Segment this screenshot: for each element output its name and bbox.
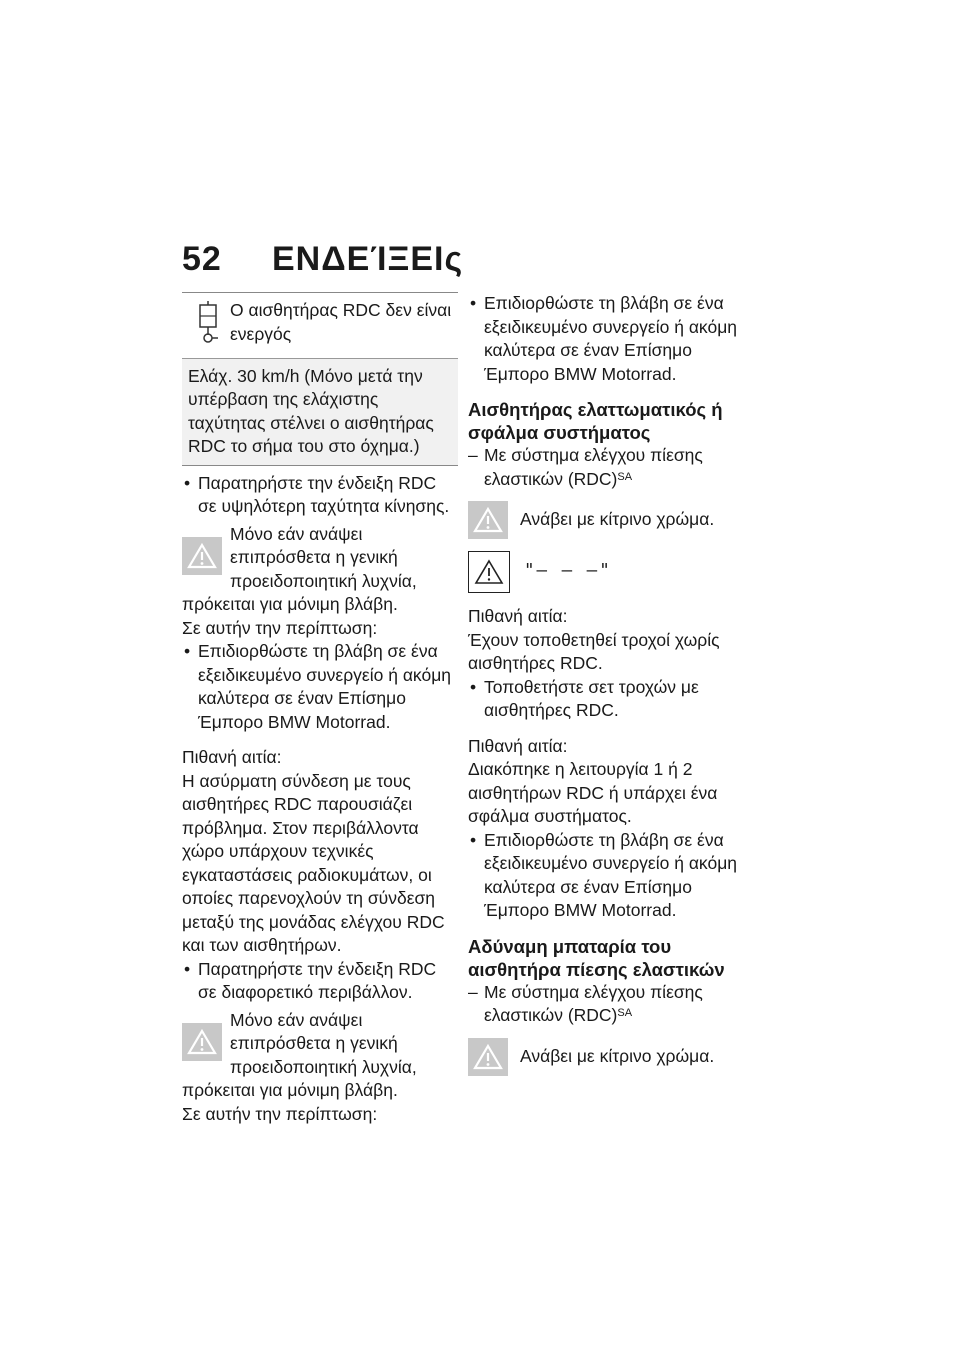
cause-label-r2: Πιθανή αιτία: (468, 735, 568, 756)
warning-triangle-icon (468, 501, 508, 539)
warning-triangle-icon (468, 1038, 508, 1076)
warning-yellow-text-2: Ανάβει με κίτρινο χρώμα. (520, 1045, 715, 1066)
tire-sensor-icon (196, 299, 220, 352)
section-heading-sensor-fault: Αισθητήρας ελαττωματικός ή σφάλμα συστήματος (468, 399, 723, 443)
page-number: 52 (182, 240, 222, 278)
bullet-repair-1: • Επιδιορθώστε τη βλάβη σε ένα εξειδικευμένο συνεργείο ή ακόμη καλύτερα σε έναν Επίσημο Έμπορο BMW Motorrad. (182, 640, 458, 734)
section-heading-battery: Αδύναμη μπαταρία του αισθητήρα πίεσης ελαστικών (468, 935, 725, 980)
cause-text-r2: Διακόπηκε η λειτουργία 1 ή 2 αισθητήρων RDC ή υπάρχει ένα σφάλμα συστήματος. (468, 759, 718, 826)
case-label-1: Σε αυτήν την περίπτωση: (182, 617, 378, 638)
case-label-2: Σε αυτήν την περίπτωση: (182, 1103, 378, 1124)
warning-yellow-1 (468, 501, 744, 539)
left-column (182, 292, 458, 1126)
info-box-text: Ελάχ. 30 km/h (Μόνο μετά την υπέρβαση της ελάχιστης ταχύτητας στέλνει ο αισθητήρας RDC το σήμα του στο όχημα.) (188, 365, 434, 456)
page-title: ΕΝΔΕΊΞΕΙς (272, 240, 464, 278)
warning-outline-icon (468, 551, 510, 593)
sa-mark: SA (617, 1007, 633, 1019)
info-box-header (182, 293, 458, 359)
warning-text-1: Μόνο εάν ανάψει επιπρόσθετα η γενική προειδοποιητική λυχνία, πρόκειται για μόνιμη βλάβη. (182, 523, 417, 614)
bullet-check-display: • Παρατηρήστε την ένδειξη RDC σε υψηλότερη ταχύτητα κίνησης. (182, 472, 458, 519)
bullet-repair-2: • Επιδιορθώστε τη βλάβη σε ένα εξειδικευμένο συνεργείο ή ακόμη καλύτερα σε έναν Επίσημο Έμπορο BMW Motorrad. (468, 292, 744, 386)
option-rdc-2-text: Με σύστημα ελέγχου πίεσης ελαστικών (RDC) (484, 981, 703, 1025)
warning-note-1 (182, 523, 458, 617)
warning-note-2 (182, 1009, 458, 1103)
warning-triangle-icon (182, 537, 222, 575)
warning-yellow-text-1: Ανάβει με κίτρινο χρώμα. (520, 509, 715, 530)
page-header (182, 240, 463, 279)
display-readout (468, 551, 744, 593)
bullet-check-environment: • Παρατηρήστε την ένδειξη RDC σε διαφορετικό περιβάλλον. (182, 958, 458, 1005)
sa-mark: SA (617, 470, 633, 483)
right-column (468, 292, 744, 1086)
option-rdc-2 (468, 981, 744, 1028)
info-box (182, 292, 458, 466)
bullet-fit-wheels: • Τοποθετήστε σετ τροχών με αισθητήρες RDC. (468, 676, 744, 723)
warning-yellow-2 (468, 1038, 744, 1076)
cause-label-r1: Πιθανή αιτία: (468, 606, 568, 626)
cause-text-r1: Έχουν τοποθετηθεί τροχοί χωρίς αισθητήρες RDC. (468, 629, 720, 673)
display-text: "– – –" (524, 561, 612, 582)
bullet-repair-3: • Επιδιορθώστε τη βλάβη σε ένα εξειδικευμένο συνεργείο ή ακόμη καλύτερα σε έναν Επίσημο Έμπορο BMW Motorrad. (468, 829, 744, 923)
info-box-title: Ο αισθητήρας RDC δεν είναι ενεργός (230, 300, 452, 344)
option-rdc-1 (468, 444, 744, 491)
warning-text-2: Μόνο εάν ανάψει επιπρόσθετα η γενική προειδοποιητική λυχνία, πρόκειται για μόνιμη βλάβη. (182, 1009, 417, 1100)
option-rdc-1-text: Με σύστημα ελέγχου πίεσης ελαστικών (RDC) (484, 445, 703, 489)
cause-text: Η ασύρματη σύνδεση με τους αισθητήρες RDC παρουσιάζει πρόβλημα. Στον περιβάλλοντα χώρο υπάρχουν τεχνικές εγκαταστάσεις ραδιοκυμάτων, οι οποίες παρενοχλούν τη σύνδεση μεταξύ της μονάδας ελέγχου RDC και των αισθητήρων. (182, 770, 445, 955)
warning-triangle-icon (182, 1023, 222, 1061)
cause-label: Πιθανή αιτία: (182, 747, 282, 767)
